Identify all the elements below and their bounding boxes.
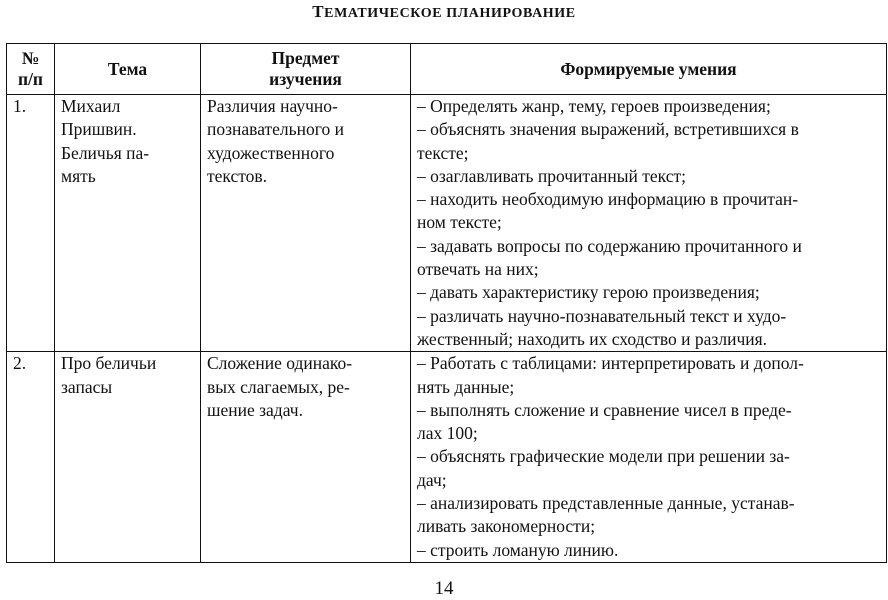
skill-line: лах 100; bbox=[417, 423, 478, 444]
row-number-text: 2. bbox=[13, 353, 27, 374]
skill-line: – различать научно-познавательный текст и худо- bbox=[417, 305, 787, 326]
skill-line: – анализировать представленные данные, устанав- bbox=[417, 493, 795, 514]
skill-line: – строить ломаную линию. bbox=[417, 539, 619, 560]
skill-line: – находить необходимую информацию в прочитан- bbox=[417, 189, 799, 210]
header-topic-label: Тема bbox=[107, 58, 148, 79]
skill-line: ном тексте; bbox=[417, 212, 502, 233]
skill-line: нять данные; bbox=[417, 376, 515, 397]
skill-line: – объяснять графические модели при решении за- bbox=[417, 446, 790, 467]
subject-line: познавательного и bbox=[207, 119, 344, 140]
row-topic bbox=[55, 352, 201, 563]
header-skills bbox=[411, 44, 887, 95]
row-number-text: 1. bbox=[13, 96, 27, 116]
skill-line: жественный; находить их сходство и различия. bbox=[417, 328, 768, 349]
page-title-initial: Т bbox=[312, 2, 325, 21]
thematic-plan-table bbox=[6, 43, 887, 563]
table-row bbox=[7, 95, 887, 352]
row-number bbox=[7, 95, 55, 352]
skill-line: тексте; bbox=[417, 142, 469, 163]
header-subject-line2: изучения bbox=[269, 69, 342, 89]
header-skills-label: Формируемые умения bbox=[560, 58, 737, 79]
row-subject bbox=[201, 95, 411, 352]
row-subject bbox=[201, 352, 411, 563]
header-subject-line1: Предмет bbox=[271, 48, 340, 68]
page-number: 14 bbox=[434, 578, 454, 599]
header-number-line1: № bbox=[21, 48, 40, 68]
subject-line: Различия научно- bbox=[207, 96, 338, 116]
header-subject bbox=[201, 44, 411, 95]
row-topic bbox=[55, 95, 201, 352]
skill-line: отвечать на них; bbox=[417, 259, 539, 280]
topic-line: Беличья па- bbox=[61, 142, 150, 163]
header-number bbox=[7, 44, 55, 95]
skill-line: дач; bbox=[417, 469, 447, 490]
topic-line: запасы bbox=[61, 376, 113, 397]
subject-line: текстов. bbox=[207, 165, 268, 186]
skill-line: – Определять жанр, тему, героев произведения; bbox=[417, 96, 771, 116]
skill-line: ливать закономерности; bbox=[417, 516, 596, 537]
topic-line: мять bbox=[61, 165, 96, 186]
skill-line: – озаглавливать прочитанный текст; bbox=[417, 165, 687, 186]
row-skills bbox=[411, 352, 887, 563]
skill-line: – выполнять сложение и сравнение чисел в преде- bbox=[417, 399, 792, 420]
table-header-row bbox=[7, 44, 887, 95]
topic-line: Пришвин. bbox=[61, 119, 137, 140]
row-skills bbox=[411, 95, 887, 352]
page-title-rest: ЕМАТИЧЕСКОЕ ПЛАНИРОВАНИЕ bbox=[324, 6, 576, 21]
topic-line: Про беличьи bbox=[61, 353, 157, 374]
subject-line: Сложение одинако- bbox=[207, 353, 353, 374]
topic-line: Михаил bbox=[61, 96, 121, 116]
page-title bbox=[0, 2, 888, 24]
skill-line: – давать характеристику герою произведения; bbox=[417, 282, 760, 303]
skill-line: – объяснять значения выражений, встретившихся в bbox=[417, 119, 799, 140]
row-number bbox=[7, 352, 55, 563]
skill-line: – Работать с таблицами: интерпретировать и допол- bbox=[417, 353, 804, 374]
table-row bbox=[7, 352, 887, 563]
header-topic bbox=[55, 44, 201, 95]
header-number-line2: п/п bbox=[17, 69, 44, 89]
skill-line: – задавать вопросы по содержанию прочитанного и bbox=[417, 235, 802, 256]
subject-line: вых слагаемых, ре- bbox=[207, 376, 350, 397]
subject-line: художественного bbox=[207, 142, 335, 163]
subject-line: шение задач. bbox=[207, 399, 303, 420]
